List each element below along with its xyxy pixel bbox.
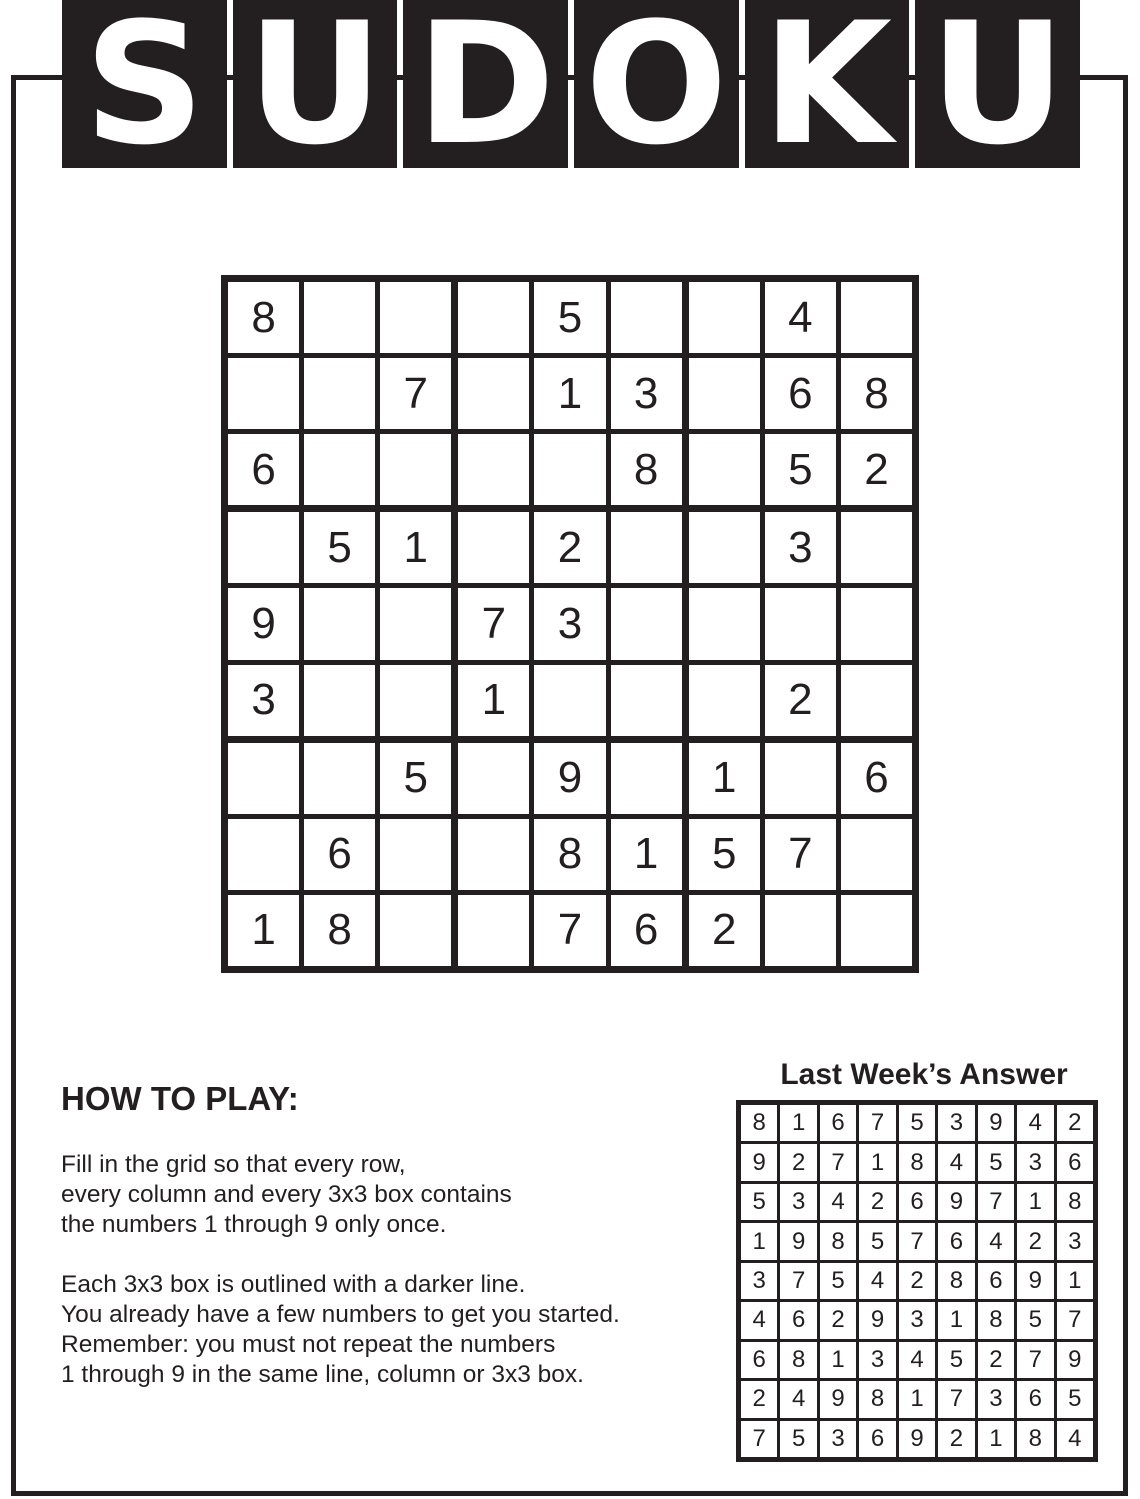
sudoku-title <box>62 0 1080 182</box>
answer-cell: 9 <box>978 1105 1014 1141</box>
puzzle-cell-empty[interactable] <box>380 895 451 966</box>
answer-cell: 3 <box>978 1381 1014 1417</box>
puzzle-cell-given: 9 <box>534 743 605 814</box>
answer-cell: 4 <box>978 1223 1014 1259</box>
answer-cell: 6 <box>978 1263 1014 1299</box>
answer-cell: 1 <box>859 1144 895 1180</box>
puzzle-cell-empty[interactable] <box>228 358 299 429</box>
puzzle-cell-empty[interactable] <box>458 282 529 353</box>
answer-cell: 5 <box>978 1144 1014 1180</box>
puzzle-cell-given: 5 <box>534 282 605 353</box>
last-week-answer-grid <box>736 1100 1098 1462</box>
puzzle-cell-empty[interactable] <box>611 512 682 583</box>
answer-cell: 3 <box>1057 1223 1093 1259</box>
puzzle-cell-empty[interactable] <box>380 665 451 736</box>
answer-cell: 8 <box>820 1223 856 1259</box>
puzzle-cell-given: 6 <box>841 743 912 814</box>
answer-cell: 1 <box>1017 1184 1053 1220</box>
puzzle-box <box>689 282 912 505</box>
puzzle-cell-empty[interactable] <box>841 588 912 659</box>
answer-cell: 6 <box>938 1223 974 1259</box>
puzzle-box <box>458 743 681 966</box>
answer-cell: 8 <box>741 1105 777 1141</box>
answer-cell: 7 <box>741 1421 777 1457</box>
answer-cell: 1 <box>820 1342 856 1378</box>
answer-cell: 6 <box>741 1342 777 1378</box>
title-letter-tile: S <box>62 0 227 168</box>
answer-cell: 2 <box>899 1263 935 1299</box>
answer-cell: 1 <box>899 1381 935 1417</box>
title-letter-tile: U <box>233 0 398 168</box>
puzzle-cell-given: 7 <box>458 588 529 659</box>
answer-cell: 4 <box>938 1144 974 1180</box>
puzzle-box <box>458 512 681 735</box>
answer-cell: 6 <box>1057 1144 1093 1180</box>
answer-cell: 1 <box>741 1223 777 1259</box>
puzzle-cell-empty[interactable] <box>304 282 375 353</box>
puzzle-cell-empty[interactable] <box>841 665 912 736</box>
puzzle-cell-empty[interactable] <box>534 434 605 505</box>
answer-cell: 2 <box>1057 1105 1093 1141</box>
answer-cell: 9 <box>780 1223 816 1259</box>
answer-cell: 2 <box>780 1144 816 1180</box>
puzzle-cell-empty[interactable] <box>458 358 529 429</box>
answer-cell: 4 <box>741 1302 777 1338</box>
answer-cell: 9 <box>1057 1342 1093 1378</box>
puzzle-cell-given: 8 <box>841 358 912 429</box>
answer-cell: 7 <box>1017 1342 1053 1378</box>
puzzle-cell-empty[interactable] <box>611 282 682 353</box>
answer-cell: 9 <box>938 1184 974 1220</box>
puzzle-cell-empty[interactable] <box>611 665 682 736</box>
answer-cell: 9 <box>741 1144 777 1180</box>
puzzle-cell-empty[interactable] <box>228 512 299 583</box>
answer-cell: 9 <box>820 1381 856 1417</box>
answer-cell: 8 <box>1017 1421 1053 1457</box>
answer-cell: 1 <box>780 1105 816 1141</box>
puzzle-cell-given: 5 <box>380 743 451 814</box>
answer-cell: 5 <box>1057 1381 1093 1417</box>
answer-cell: 8 <box>899 1144 935 1180</box>
answer-cell: 5 <box>741 1184 777 1220</box>
puzzle-cell-given: 8 <box>228 282 299 353</box>
puzzle-cell-empty[interactable] <box>611 588 682 659</box>
puzzle-cell-empty[interactable] <box>534 665 605 736</box>
puzzle-cell-given: 1 <box>689 743 760 814</box>
puzzle-box <box>689 743 912 966</box>
answer-cell: 3 <box>938 1105 974 1141</box>
answer-cell: 1 <box>1057 1263 1093 1299</box>
title-letter-tile: U <box>915 0 1080 168</box>
answer-cell: 3 <box>859 1342 895 1378</box>
answer-cell: 3 <box>741 1263 777 1299</box>
answer-cell: 6 <box>899 1184 935 1220</box>
puzzle-cell-empty[interactable] <box>765 588 836 659</box>
answer-cell: 6 <box>780 1302 816 1338</box>
puzzle-cell-empty[interactable] <box>765 743 836 814</box>
title-letter-tile: O <box>574 0 739 168</box>
title-letter-tile: K <box>745 0 910 168</box>
puzzle-cell-empty[interactable] <box>841 512 912 583</box>
puzzle-cell-empty[interactable] <box>304 358 375 429</box>
answer-cell: 7 <box>899 1223 935 1259</box>
how-to-play-paragraph-1: Fill in the grid so that every row, every column and every 3x3 box contains the numbers 1 through 9 only once. <box>61 1151 512 1238</box>
puzzle-cell-empty[interactable] <box>380 588 451 659</box>
puzzle-cell-empty[interactable] <box>380 282 451 353</box>
puzzle-cell-empty[interactable] <box>458 743 529 814</box>
answer-cell: 9 <box>899 1421 935 1457</box>
puzzle-cell-empty[interactable] <box>304 665 375 736</box>
puzzle-cell-empty[interactable] <box>380 819 451 890</box>
puzzle-cell-given: 6 <box>304 819 375 890</box>
answer-cell: 3 <box>820 1421 856 1457</box>
puzzle-cell-empty[interactable] <box>380 434 451 505</box>
puzzle-cell-empty[interactable] <box>689 358 760 429</box>
answer-cell: 4 <box>899 1342 935 1378</box>
puzzle-cell-given: 6 <box>765 358 836 429</box>
answer-cell: 8 <box>780 1342 816 1378</box>
title-letter-tile: D <box>403 0 568 168</box>
answer-cell: 5 <box>859 1223 895 1259</box>
answer-cell: 2 <box>978 1342 1014 1378</box>
how-to-play-heading: HOW TO PLAY: <box>61 1080 299 1117</box>
puzzle-cell-given: 5 <box>689 819 760 890</box>
puzzle-cell-given: 7 <box>380 358 451 429</box>
answer-cell: 7 <box>938 1381 974 1417</box>
puzzle-cell-empty[interactable] <box>458 434 529 505</box>
answer-cell: 5 <box>899 1105 935 1141</box>
puzzle-cell-given: 3 <box>611 358 682 429</box>
answer-cell: 7 <box>780 1263 816 1299</box>
puzzle-cell-empty[interactable] <box>228 819 299 890</box>
puzzle-cell-given: 6 <box>611 895 682 966</box>
puzzle-cell-empty[interactable] <box>228 743 299 814</box>
puzzle-cell-given: 3 <box>534 588 605 659</box>
answer-cell: 8 <box>1057 1184 1093 1220</box>
puzzle-cell-empty[interactable] <box>689 665 760 736</box>
puzzle-cell-given: 1 <box>380 512 451 583</box>
answer-cell: 6 <box>1017 1381 1053 1417</box>
puzzle-cell-given: 7 <box>534 895 605 966</box>
puzzle-box <box>458 282 681 505</box>
puzzle-cell-given: 5 <box>765 434 836 505</box>
puzzle-cell-empty[interactable] <box>765 895 836 966</box>
answer-cell: 2 <box>820 1302 856 1338</box>
puzzle-grid <box>221 275 919 973</box>
answer-cell: 2 <box>741 1381 777 1417</box>
puzzle-box <box>689 512 912 735</box>
puzzle-cell-empty[interactable] <box>611 743 682 814</box>
puzzle-cell-empty[interactable] <box>304 743 375 814</box>
puzzle-cell-given: 1 <box>534 358 605 429</box>
puzzle-cell-given: 9 <box>228 588 299 659</box>
answer-cell: 9 <box>1017 1263 1053 1299</box>
puzzle-cell-given: 5 <box>304 512 375 583</box>
answer-cell: 7 <box>820 1144 856 1180</box>
answer-cell: 2 <box>1017 1223 1053 1259</box>
answer-cell: 7 <box>859 1105 895 1141</box>
answer-cell: 4 <box>1057 1421 1093 1457</box>
puzzle-cell-empty[interactable] <box>689 434 760 505</box>
puzzle-cell-given: 2 <box>765 665 836 736</box>
puzzle-cell-given: 3 <box>228 665 299 736</box>
puzzle-box <box>228 282 451 505</box>
puzzle-box <box>228 512 451 735</box>
puzzle-cell-given: 1 <box>611 819 682 890</box>
answer-cell: 1 <box>978 1421 1014 1457</box>
puzzle-cell-empty[interactable] <box>458 819 529 890</box>
puzzle-cell-empty[interactable] <box>841 282 912 353</box>
answer-cell: 8 <box>938 1263 974 1299</box>
puzzle-cell-given: 7 <box>765 819 836 890</box>
puzzle-cell-empty[interactable] <box>458 895 529 966</box>
answer-cell: 4 <box>820 1184 856 1220</box>
answer-cell: 4 <box>780 1381 816 1417</box>
answer-cell: 9 <box>859 1302 895 1338</box>
puzzle-cell-given: 8 <box>534 819 605 890</box>
puzzle-cell-given: 6 <box>228 434 299 505</box>
puzzle-cell-empty[interactable] <box>841 895 912 966</box>
answer-cell: 2 <box>938 1421 974 1457</box>
answer-cell: 4 <box>859 1263 895 1299</box>
puzzle-cell-given: 4 <box>765 282 836 353</box>
answer-cell: 2 <box>859 1184 895 1220</box>
puzzle-cell-empty[interactable] <box>458 512 529 583</box>
answer-cell: 7 <box>1057 1302 1093 1338</box>
answer-cell: 4 <box>1017 1105 1053 1141</box>
puzzle-cell-empty[interactable] <box>689 512 760 583</box>
answer-cell: 3 <box>899 1302 935 1338</box>
answer-cell: 3 <box>780 1184 816 1220</box>
answer-cell: 6 <box>859 1421 895 1457</box>
puzzle-cell-empty[interactable] <box>304 588 375 659</box>
puzzle-cell-empty[interactable] <box>689 588 760 659</box>
answer-cell: 5 <box>780 1421 816 1457</box>
puzzle-box <box>228 743 451 966</box>
answer-cell: 5 <box>938 1342 974 1378</box>
last-week-answer-heading: Last Week’s Answer <box>780 1058 1068 1091</box>
puzzle-cell-given: 2 <box>841 434 912 505</box>
answer-cell: 5 <box>1017 1302 1053 1338</box>
puzzle-cell-empty[interactable] <box>841 819 912 890</box>
answer-cell: 1 <box>938 1302 974 1338</box>
answer-cell: 6 <box>820 1105 856 1141</box>
answer-cell: 8 <box>859 1381 895 1417</box>
answer-cell: 8 <box>978 1302 1014 1338</box>
answer-cell: 5 <box>820 1263 856 1299</box>
puzzle-cell-given: 8 <box>304 895 375 966</box>
answer-cell: 7 <box>978 1184 1014 1220</box>
puzzle-cell-given: 1 <box>228 895 299 966</box>
puzzle-cell-given: 1 <box>458 665 529 736</box>
puzzle-cell-given: 2 <box>689 895 760 966</box>
how-to-play-paragraph-2: Each 3x3 box is outlined with a darker line. You already have a few numbers to get you started. Remember: you must not repeat the numbers 1 through 9 in the same line, column or 3x3 box. <box>61 1271 620 1388</box>
puzzle-cell-empty[interactable] <box>304 434 375 505</box>
puzzle-cell-given: 8 <box>611 434 682 505</box>
puzzle-cell-given: 2 <box>534 512 605 583</box>
puzzle-cell-given: 3 <box>765 512 836 583</box>
answer-cell: 3 <box>1017 1144 1053 1180</box>
puzzle-cell-empty[interactable] <box>689 282 760 353</box>
